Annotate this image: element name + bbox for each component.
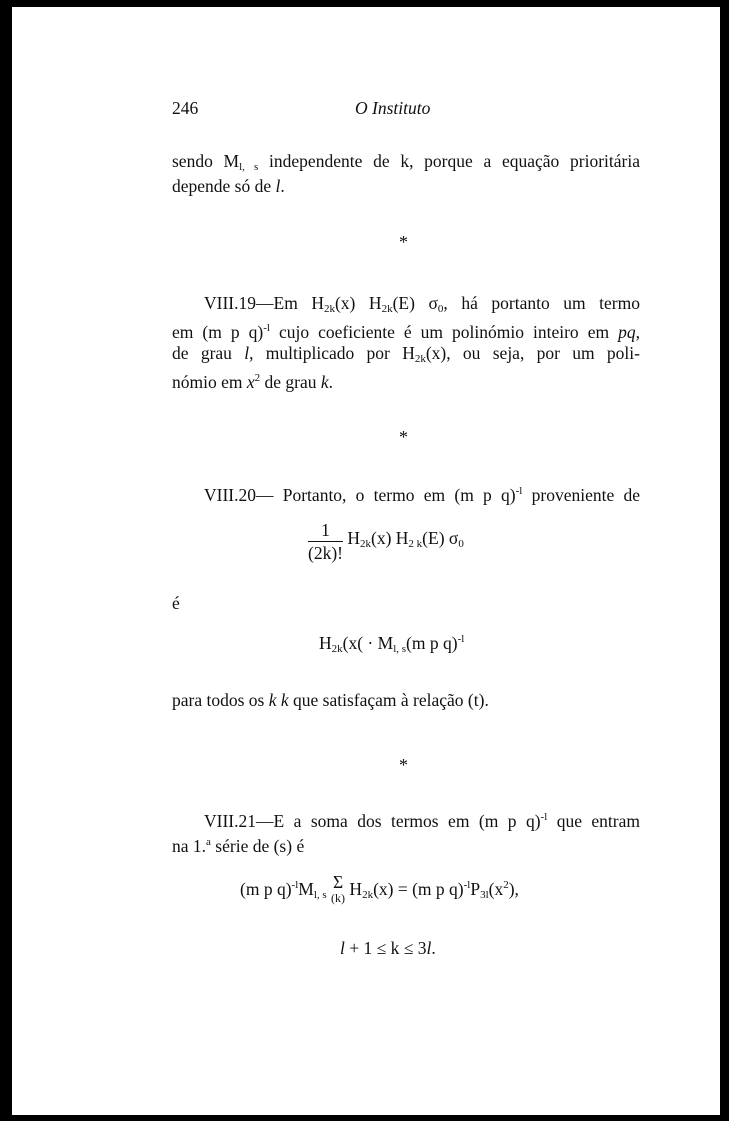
formula-sum: (m p $q)^{-l}M_{l, s}$ Σ (k) $H_{2k}(x) = (m$ p $q)^{-l}P_{3l}(x^2)$, <box>240 872 519 905</box>
separator-star: * <box>399 755 408 775</box>
section-19-line-4: nómio em $x^2$ de grau k. <box>172 372 334 392</box>
running-title: O Instituto <box>355 98 431 118</box>
section-21-line-1: VIII.21—E a soma dos termos em (m p q)$^{-l}$ que entram <box>204 811 641 831</box>
section-19-line-1: VIII.19—Em $H_{2k}(x)$ $H_{2k}(E)$ $\sigma_0$, há portanto um termo <box>204 293 640 315</box>
fraction: $\frac{1}{(2k)!}$ <box>308 520 343 563</box>
page-number: 246 <box>172 98 199 118</box>
section-21-line-2: na 1.$^a$ série de (s) é <box>172 836 305 856</box>
intro-line-2: depende só de l. <box>172 176 285 196</box>
formula-range: l + 1 ≤ k ≤ 3l. <box>340 938 436 958</box>
section-20-line-1: VIII.20— Portanto, o termo em (m p q)$^{-l}$ proveniente de <box>204 485 640 505</box>
section-20-line-2: para todos os k k que satisfaçam à relação (t). <box>172 690 489 710</box>
formula-h2k: $H_{2k}(x( \cdot M_{l, s}(m$ p q)$^{-l}$ <box>319 633 465 655</box>
section-19-line-2: em (m p q)$^{-l}$ cujo coeficiente é um polinómio inteiro em pq, <box>172 322 640 342</box>
separator-star: * <box>399 232 408 252</box>
summation-symbol: Σ (k) <box>331 872 346 905</box>
book-page <box>12 7 720 1115</box>
word-e: é <box>172 593 180 613</box>
section-19-line-3: de grau l, multiplicado por $H_{2k}(x)$, ou seja, por um poli- <box>172 343 640 365</box>
separator-star: * <box>399 427 408 447</box>
intro-line-1: sendo $M_{l, s}$ independente de k, porque a equação prioritária <box>172 151 641 173</box>
formula-fraction: $\frac{1}{(2k)!}$ $H_{2k}(x)$ $H_{2 k}(E)$ $\sigma_0$ <box>308 520 464 563</box>
